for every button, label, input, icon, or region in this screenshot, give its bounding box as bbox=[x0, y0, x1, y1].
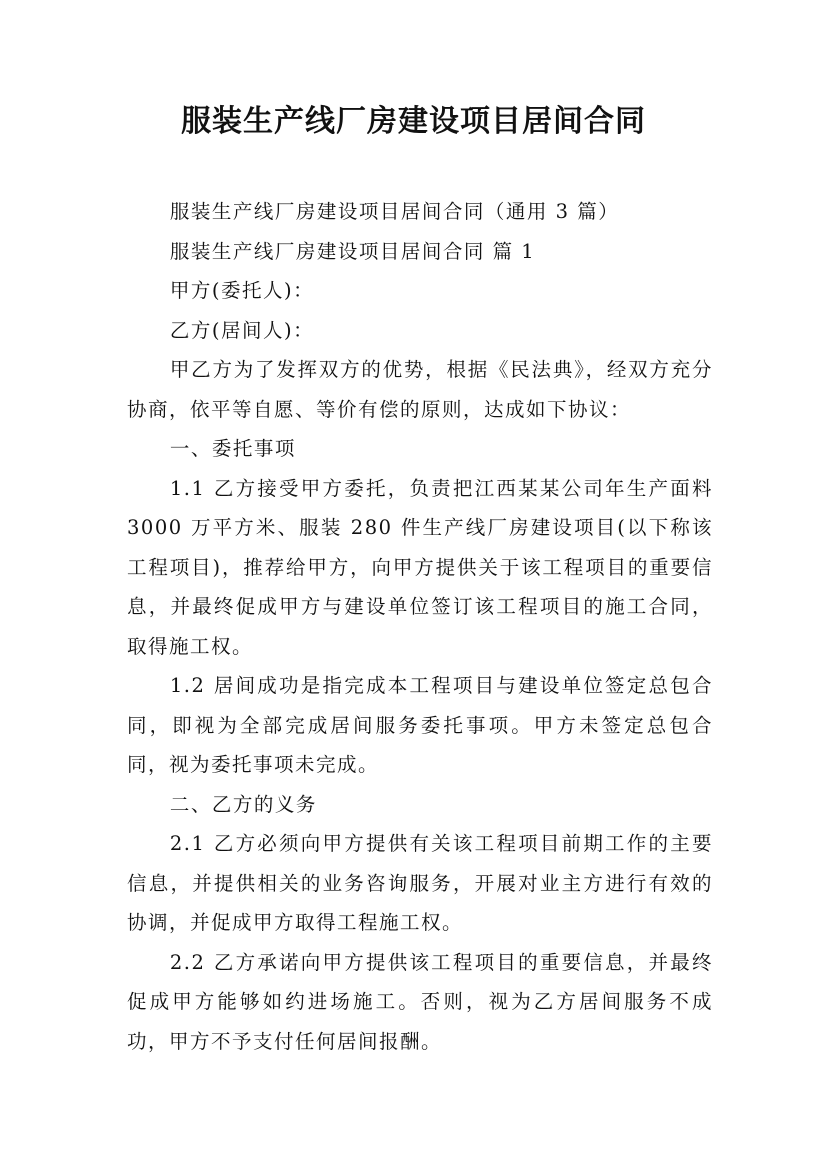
paragraph-clause-2-1: 2.1 乙方必须向甲方提供有关该工程项目前期工作的主要信息，并提供相关的业务咨询服务，开展对业主方进行有效的协调，并促成甲方取得工程施工权。 bbox=[127, 832, 713, 934]
paragraph-party-b: 乙方(居间人)： bbox=[169, 318, 315, 342]
paragraph-subtitle: 服装生产线厂房建设项目居间合同（通用 3 篇） bbox=[169, 200, 620, 223]
paragraph-heading-1: 一、委托事项 bbox=[169, 437, 296, 460]
paragraph-party-a: 甲方(委托人)： bbox=[169, 279, 315, 302]
paragraph-clause-1-1: 1.1 乙方接受甲方委托，负责把江西某某公司年生产面料 3000 万平方米、服装 280 件生产线厂房建设项目(以下称该工程项目)，推荐给甲方，向甲方提供关于该工程项目的重要信息，并最终促成甲方与建设单位签订该工程项目的施工合同，取得施工权。 bbox=[127, 476, 713, 658]
paragraph-heading-2: 二、乙方的义务 bbox=[169, 792, 317, 816]
paragraph-clause-1-2: 1.2 居间成功是指完成本工程项目与建设单位签定总包合同，即视为全部完成居间服务委托事项。甲方未签定总包合同，视为委托事项未完成。 bbox=[127, 674, 713, 776]
document-title: 服装生产线厂房建设项目居间合同 bbox=[181, 104, 646, 139]
document-body bbox=[127, 192, 713, 1061]
paragraph-preamble: 甲乙方为了发挥双方的优势，根据《民法典》，经双方充分协商，依平等自愿、等价有偿的原则，达成如下协议： bbox=[127, 358, 713, 421]
paragraph-section-heading: 服装生产线厂房建设项目居间合同 篇 1 bbox=[169, 239, 536, 263]
paragraph-clause-2-2: 2.2 乙方承诺向甲方提供该工程项目的重要信息，并最终促成甲方能够如约进场施工。否则，视为乙方居间服务不成功，甲方不予支付任何居间报酬。 bbox=[127, 950, 713, 1053]
